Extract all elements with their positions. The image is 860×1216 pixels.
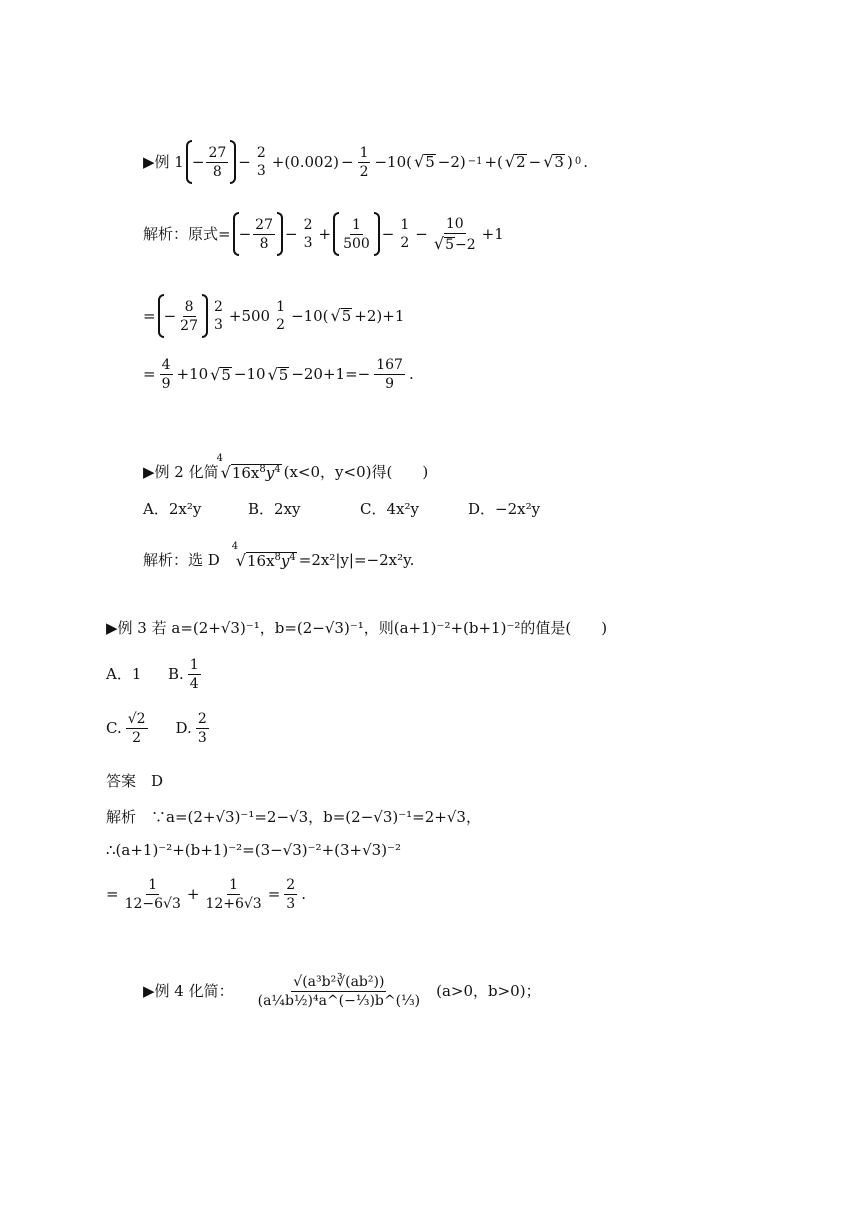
choice-b-fraction: $\frac{1}{4}$ [189,657,199,692]
ex3-problem: ▶例 3 若 a=(2+√3)⁻¹，b=(2−√3)⁻¹，则(a+1)⁻²+(b+1)⁻²的值是( ) [106,619,608,637]
ex3-answer: 答案 D [106,772,164,790]
ex1-solution-line3: = $\frac{4}{9}$ +10 √ 5 −10 √ 5 −20+1=− $\frac{167}{9}$ . [143,357,414,392]
fraction: $\frac{1}{2}$ [359,144,369,180]
choice-a: A．2x²y [143,500,202,518]
ex3-solution-line3: = $\frac{1}{12-6√3}$ + $\frac{1}{12+6√3}$ = $\frac{2}{3}$ . [106,877,306,912]
choice-d-label: D. [175,719,192,737]
ex2-lead: ▶例 2 化简 [143,463,219,481]
ex3-choices-cd [106,712,211,745]
ex4-condition: (a>0，b>0)； [436,982,541,1000]
exponent-fraction: 2 3 [256,145,266,179]
solution-label: 解析：原式= [143,224,231,243]
ex4-lead: ▶例 4 化简： [143,982,234,1000]
choice-b: B．2xy [248,500,301,518]
fraction: $\frac{27}{8}$ [208,144,227,180]
choice-d: D．−2x²y [468,500,541,518]
ex3-solution-line1: 解析 ∵a=(2+√3)⁻¹=2−√3，b=(2−√3)⁻¹=2+√3， [106,808,481,826]
ex2-solution: 解析：选 D 4 √ $16x^8y^4$ =2x²|y|=−2x²y. [143,541,415,570]
ex1-lead: ▶例 1 [143,152,184,171]
ex1-solution-line2: = − $\frac{8}{27}$ 2 3 +500 1 2 −10( √ 5 +2)+1 [143,294,404,338]
ex4-expression: $\frac{\text{√(a³b²∛(ab²))}}{\text{(a¼b½)⁴a\textasciicircum{}(−⅓)b\textasciicircum{}(⅓)}}$ [257,974,421,1009]
choice-a: A．1 [106,665,142,683]
ex3-choices-ab [106,658,203,691]
ex1-problem: ▶例 1 − $\frac{27}{8}$ − 2 3 +(0.002) − $\frac{1}{2}$ −10( √ 5 −2) −1 +( √ 2 − √ 3 ) 0 . [143,140,588,184]
choice-c-fraction: $\frac{√2}{2}$ [127,711,146,746]
choice-c: C．4x²y [360,500,419,518]
solution-label: 解析：选 D [143,551,220,569]
choice-b-label: B. [168,665,184,683]
choice-c-label: C. [106,719,122,737]
ex2-problem [143,453,429,482]
ex2-condition: (x<0，y<0)得( ) [283,463,429,481]
fourth-root: 4 √ $16x^8y^4$ [216,453,281,482]
ex1-solution-line1: 解析：原式= − $\frac{27}{8}$ − 2 3 + $\frac{1}{500}$ − 1 2 − 10 √ 5 −2 +1 [143,212,504,256]
sqrt: √ 5 [414,152,435,171]
ex3-solution-line2: ∴(a+1)⁻²+(b+1)⁻²=(3−√3)⁻²+(3+√3)⁻² [106,841,401,859]
choice-d-fraction: $\frac{2}{3}$ [197,711,207,746]
sqrt: √ 3 [543,152,564,171]
ex4-problem [143,975,541,1008]
paren-group: − $\frac{27}{8}$ [186,140,236,184]
sqrt: √ 2 [504,152,526,171]
ex2-choices [143,502,540,517]
